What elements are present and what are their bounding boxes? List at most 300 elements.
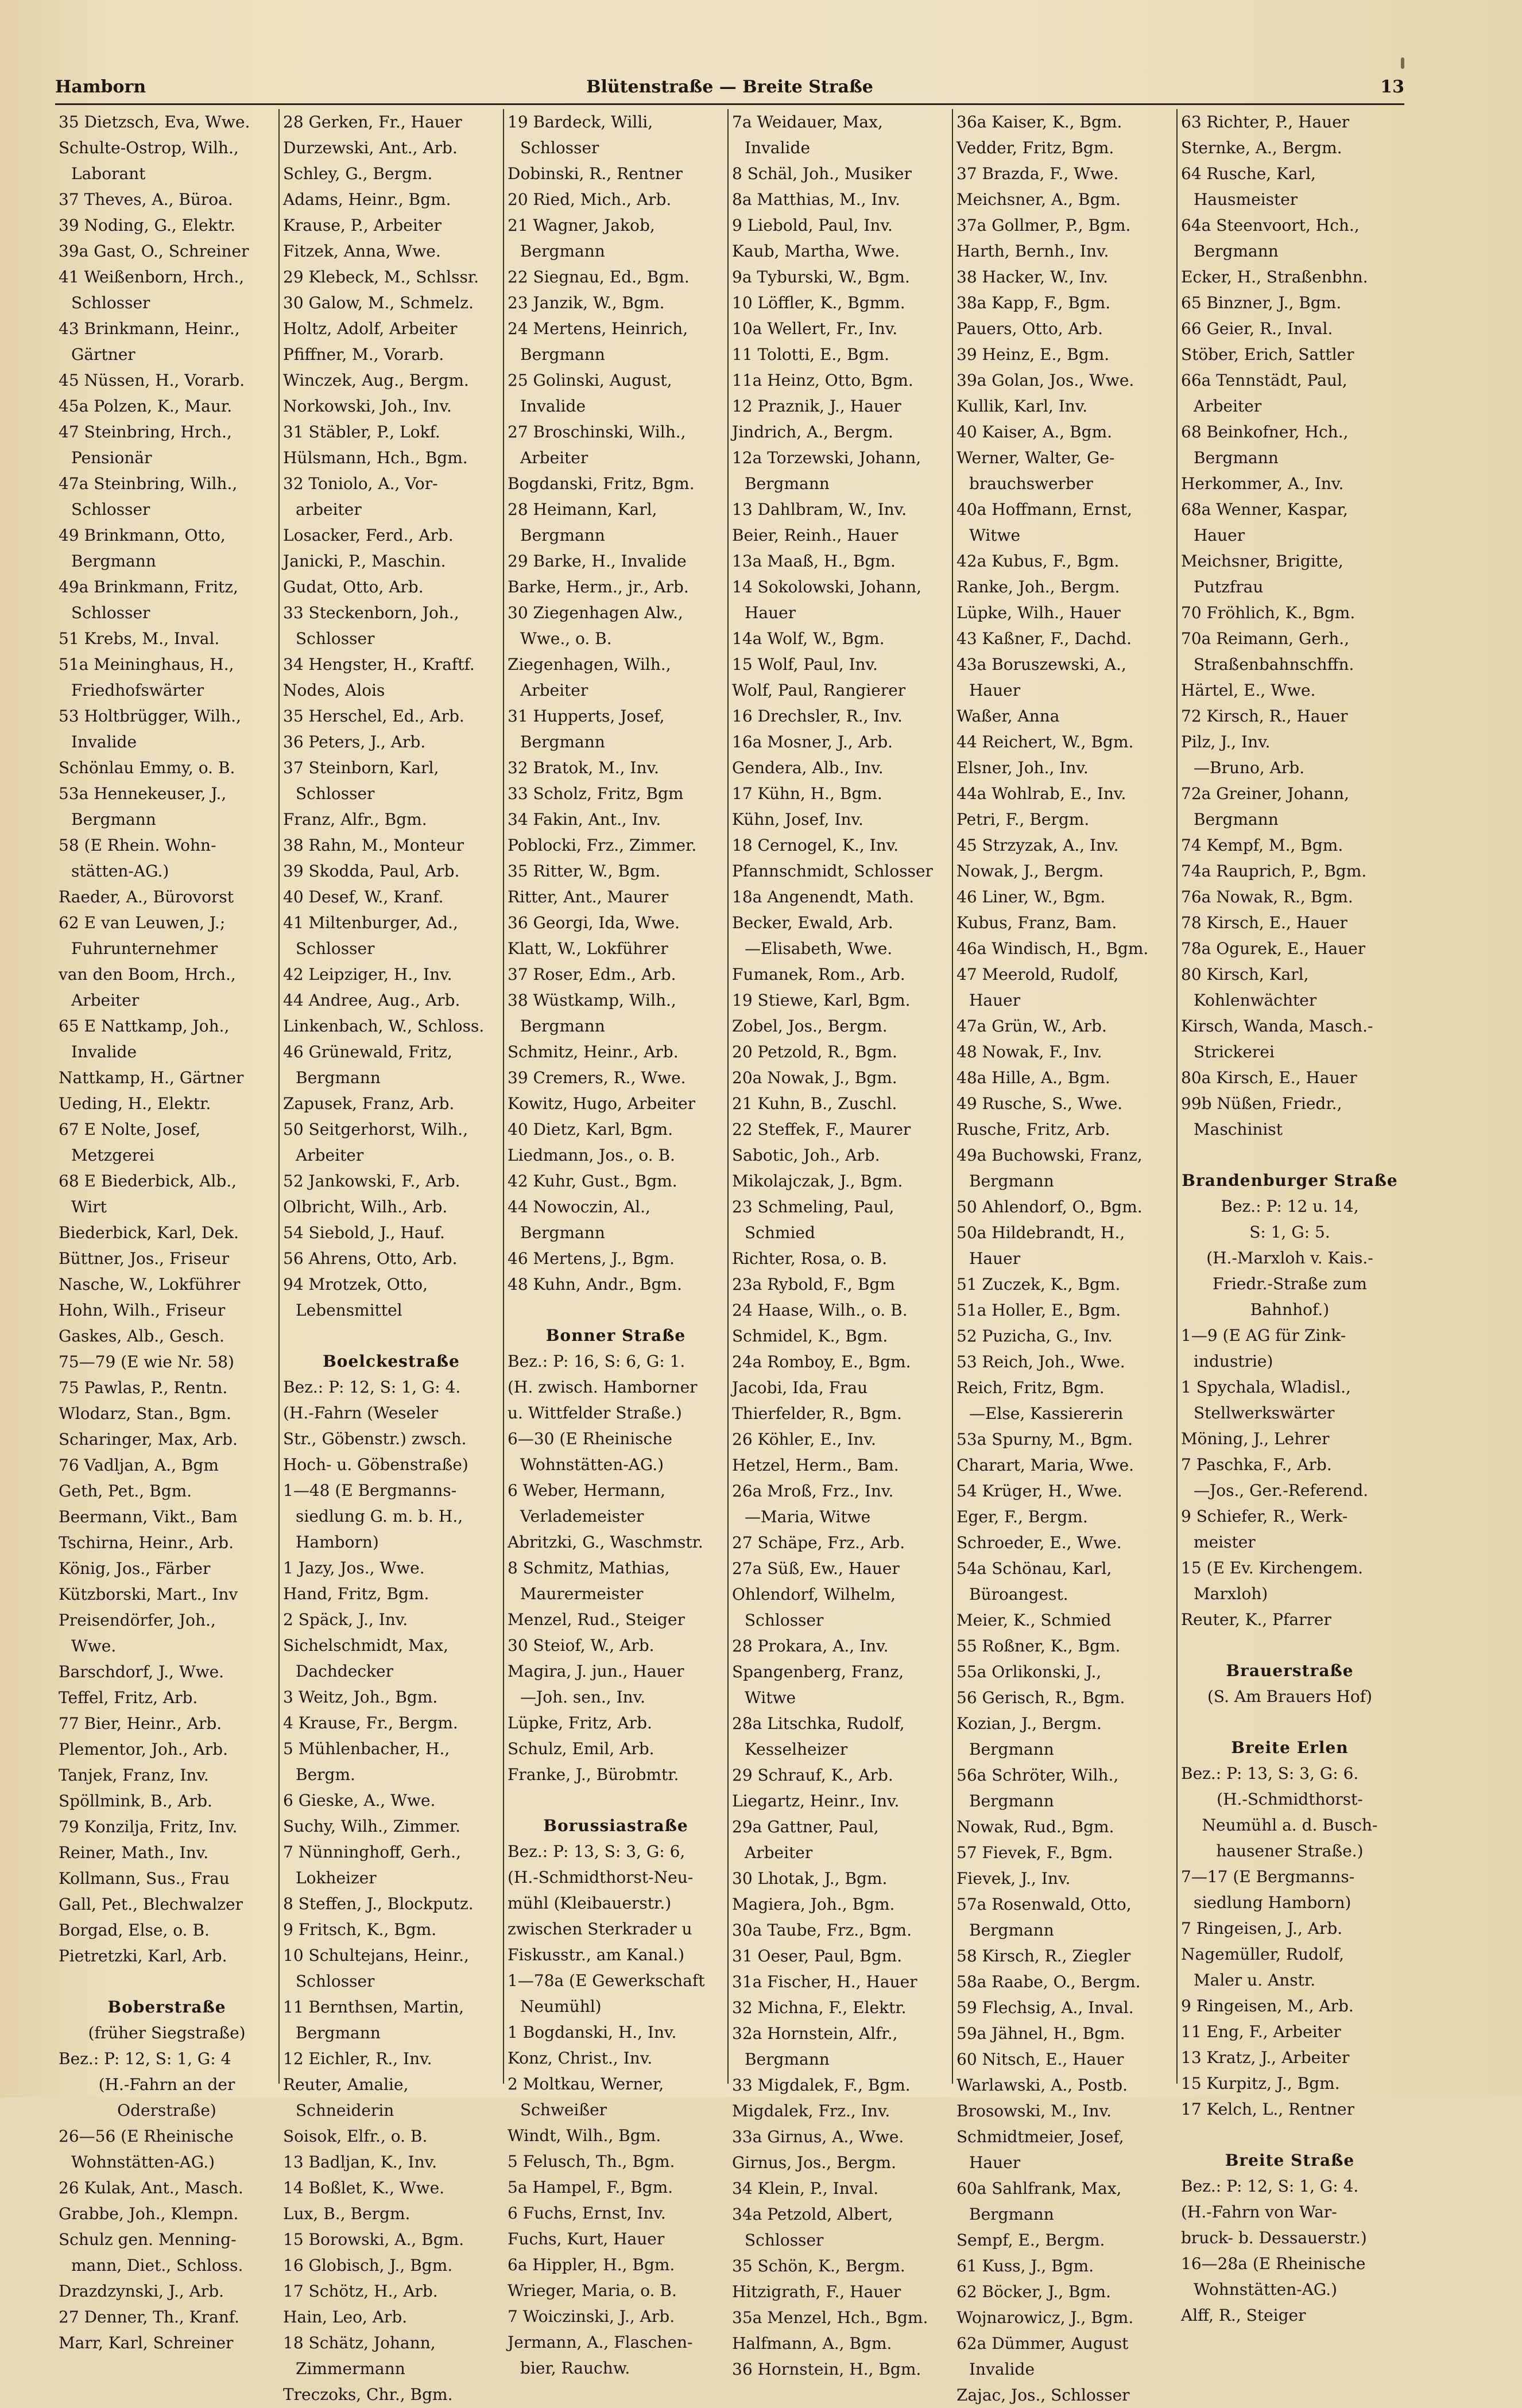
directory-entry: 23 Janzik, W., Bgm. (508, 293, 665, 312)
directory-entry: 57 Fievek, F., Bgm. (956, 1843, 1113, 1862)
header-district: Hamborn (55, 77, 146, 97)
directory-entry: Barschdorf, J., Wwe. (59, 1662, 224, 1681)
directory-entry: Hand, Fritz, Bgm. (283, 1584, 429, 1603)
directory-entry: —Jos., Ger.-Referend. (1194, 1481, 1369, 1500)
directory-entry: 4 Krause, Fr., Bergm. (283, 1713, 458, 1732)
directory-entry: 44a Wohlrab, E., Inv. (956, 784, 1126, 803)
directory-entry: 42a Kubus, F., Bgm. (956, 552, 1120, 571)
directory-entry: 54 Krüger, H., Wwe. (956, 1482, 1122, 1500)
directory-entry: 21 Kuhn, B., Zuschl. (732, 1094, 897, 1113)
directory-entry: Strickerei (1194, 1042, 1275, 1061)
directory-entry: Dobinski, R., Rentner (508, 164, 683, 183)
directory-entry: Barke, Herm., jr., Arb. (508, 577, 689, 596)
directory-entry: Hamborn) (296, 1533, 379, 1552)
directory-entry: Fievek, J., Inv. (956, 1869, 1071, 1888)
directory-entry: Bergmann (745, 474, 830, 493)
directory-entry: 22 Siegnau, Ed., Bgm. (508, 267, 690, 286)
directory-entry: Alff, R., Steiger (1181, 2306, 1306, 2325)
directory-entry: 77 Bier, Heinr., Arb. (59, 1714, 222, 1733)
directory-entry: Arbeiter (71, 991, 140, 1010)
directory-entry: Metzgerei (71, 1146, 154, 1165)
directory-entry: Straßenbahnschffn. (1194, 655, 1354, 674)
directory-entry: 60a Sahlfrank, Max, (956, 2179, 1122, 2198)
directory-entry: Bez.: P: 16, S: 6, G: 1. (508, 1352, 686, 1371)
directory-entry: 39 Skodda, Paul, Arb. (283, 862, 460, 881)
directory-entry: Franke, J., Bürobmtr. (508, 1765, 679, 1784)
directory-entry: 50 Ahlendorf, O., Bgm. (956, 1197, 1143, 1216)
directory-entry: 9 Schiefer, R., Werk- (1181, 1507, 1348, 1526)
directory-entry: Vedder, Fritz, Bgm. (956, 138, 1114, 157)
directory-entry: Schlosser (745, 2231, 824, 2250)
directory-entry: Kullik, Karl, Inv. (956, 397, 1088, 416)
directory-entry: 7 Nünninghoff, Gerh., (283, 1843, 461, 1862)
directory-entry: 39 Heinz, E., Bgm. (956, 345, 1110, 364)
directory-entry: Bergmann (520, 345, 605, 364)
directory-entry: 47 Steinbring, Hrch., (59, 422, 232, 441)
directory-entry: 51a Meininghaus, H., (59, 655, 234, 674)
directory-entry: bruck- b. Dessauerstr.) (1181, 2228, 1367, 2247)
directory-entry: 41 Miltenburger, Ad., (283, 913, 458, 932)
directory-entry: Schlosser (296, 1972, 375, 1991)
directory-entry: Wohnstätten-AG.) (71, 2153, 215, 2172)
directory-entry: Bergmann (969, 1740, 1054, 1759)
directory-entry: Bahnhof.) (1250, 1300, 1330, 1319)
directory-entry: Bergmann (969, 1172, 1054, 1191)
directory-entry: Drazdzynski, J., Arb. (59, 2282, 224, 2301)
directory-entry: 48 Nowak, F., Inv. (956, 1042, 1102, 1061)
directory-entry: Konz, Christ., Inv. (508, 2049, 653, 2068)
directory-entry: Invalide (71, 1042, 137, 1061)
directory-entry: 21 Wagner, Jakob, (508, 216, 655, 235)
directory-entry: Schneiderin (296, 2101, 394, 2120)
directory-entry: brauchswerber (969, 474, 1093, 493)
directory-entry: Meichsner, A., Bgm. (956, 190, 1121, 209)
directory-entry: 30 Steiof, W., Arb. (508, 1636, 655, 1655)
directory-entry: 78 Kirsch, E., Hauer (1181, 913, 1347, 932)
directory-entry: Bergmann (520, 242, 605, 261)
directory-entry: Stellwerkswärter (1194, 1403, 1335, 1422)
directory-entry: —Joh. sen., Inv. (520, 1688, 646, 1707)
directory-entry: Meier, K., Schmied (956, 1611, 1112, 1630)
directory-entry: 1—9 (E AG für Zink- (1181, 1326, 1346, 1345)
directory-entry: Wohnstätten-AG.) (1194, 2280, 1338, 2299)
directory-entry: Hausmeister (1194, 190, 1298, 209)
directory-entry: 29 Schrauf, K., Arb. (732, 1766, 893, 1785)
directory-entry: Wrieger, Maria, o. B. (508, 2281, 677, 2300)
directory-entry: Bez.: P: 12 u. 14, (1221, 1197, 1359, 1216)
directory-entry: meister (1194, 1533, 1256, 1552)
directory-entry: Bez.: P: 12, S: 1, G: 4. (1181, 2177, 1359, 2196)
directory-columns (55, 109, 1404, 2405)
directory-entry: 56 Gerisch, R., Bgm. (956, 1688, 1125, 1707)
directory-entry: 29 Barke, H., Invalide (508, 552, 687, 571)
directory-entry: Liegartz, Heinr., Inv. (732, 1792, 900, 1810)
directory-entry: 13 Kratz, J., Arbeiter (1181, 2048, 1350, 2067)
directory-entry: 9 Ringeisen, M., Arb. (1181, 1996, 1354, 2015)
directory-entry: arbeiter (296, 500, 362, 519)
directory-entry: 53 Reich, Joh., Wwe. (956, 1352, 1125, 1371)
directory-entry: Lux, B., Bergm. (283, 2204, 410, 2223)
directory-entry: 11 Tolotti, E., Bgm. (732, 345, 890, 364)
directory-entry: 64 Rusche, Karl, (1181, 164, 1316, 183)
directory-entry: Reuter, K., Pfarrer (1181, 1610, 1331, 1629)
directory-entry: 3 Weitz, Joh., Bgm. (283, 1688, 438, 1707)
directory-entry: 39 Cremers, R., Wwe. (508, 1068, 686, 1087)
directory-entry: Sabotic, Joh., Arb. (732, 1146, 880, 1165)
directory-entry: 43 Kaßner, F., Dachd. (956, 629, 1132, 648)
directory-entry: Bergmann (71, 810, 156, 829)
directory-entry: 35 Schön, K., Bergm. (732, 2256, 905, 2275)
directory-entry: 65 E Nattkamp, Joh., (59, 1017, 230, 1036)
directory-entry: Bergmann (1194, 448, 1279, 467)
directory-entry: 72a Greiner, Johann, (1181, 784, 1349, 803)
directory-entry: 44 Andree, Aug., Arb. (283, 991, 460, 1010)
directory-entry: Maschinist (1194, 1120, 1283, 1139)
directory-entry: 38 Rahn, M., Monteur (283, 836, 464, 855)
directory-entry: 7 Paschka, F., Arb. (1181, 1455, 1332, 1474)
directory-entry: Kützborski, Mart., Inv (59, 1585, 238, 1604)
column-5 (953, 109, 1178, 2405)
directory-entry: Jacobi, Ida, Frau (732, 1378, 868, 1397)
directory-entry: Bergmann (520, 1017, 605, 1036)
directory-entry: 40a Hoffmann, Ernst, (956, 500, 1132, 519)
directory-entry: Wolf, Paul, Rangierer (732, 681, 906, 700)
spacer (508, 1297, 724, 1310)
directory-entry: 15 (E Ev. Kirchengem. (1181, 1558, 1364, 1577)
directory-entry: Verlademeister (520, 1507, 644, 1526)
directory-entry: 11 Eng, F., Arbeiter (1181, 2022, 1341, 2041)
directory-entry: Geth, Pet., Bgm. (59, 1482, 192, 1500)
directory-entry: Mikolajczak, J., Bgm. (732, 1172, 903, 1191)
directory-entry: 79 Konzilja, Fritz, Inv. (59, 1817, 238, 1836)
directory-entry: 5 Felusch, Th., Bgm. (508, 2152, 675, 2171)
directory-entry: u. Wittfelder Straße.) (508, 1403, 682, 1422)
directory-entry: 18 Cernogel, K., Inv. (732, 836, 899, 855)
directory-entry: Schulz, Emil, Arb. (508, 1739, 655, 1758)
directory-entry: 2 Späck, J., Inv. (283, 1610, 408, 1629)
directory-entry: 34 Hengster, H., Kraftf. (283, 655, 475, 674)
directory-entry: 15 Kurpitz, J., Bgm. (1181, 2074, 1340, 2093)
directory-entry: Schmitz, Heinr., Arb. (508, 1042, 679, 1061)
directory-entry: 26 Kulak, Ant., Masch. (59, 2178, 243, 2197)
directory-entry: —Else, Kassiererin (969, 1404, 1124, 1423)
directory-entry: 55 Roßner, K., Bgm. (956, 1637, 1121, 1655)
directory-entry: 62 E van Leuwen, J.; (59, 913, 226, 932)
directory-entry: 49a Brinkmann, Fritz, (59, 577, 238, 596)
directory-entry: 42 Leipziger, H., Inv. (283, 965, 452, 984)
directory-entry: Gaskes, Alb., Gesch. (59, 1327, 224, 1345)
directory-entry: 68 Beinkofner, Hch., (1181, 422, 1349, 441)
directory-entry: 72 Kirsch, R., Hauer (1181, 707, 1348, 726)
directory-entry: 35 Dietzsch, Eva, Wwe. (59, 113, 250, 131)
directory-entry: (H.-Marxloh v. Kais.- (1206, 1248, 1373, 1267)
directory-entry: 46a Windisch, H., Bgm. (956, 939, 1149, 958)
directory-entry: Sternke, A., Bergm. (1181, 138, 1342, 157)
directory-entry: Hauer (745, 603, 796, 622)
directory-entry: Durzewski, Ant., Arb. (283, 138, 458, 157)
directory-entry: 54 Siebold, J., Hauf. (283, 1223, 445, 1242)
street-heading: Borussiastraße (543, 1816, 688, 1835)
directory-entry: 8 Schmitz, Mathias, (508, 1558, 670, 1577)
directory-entry: Gendera, Alb., Inv. (732, 758, 884, 777)
directory-entry: Bez.: P: 12, S: 1, G: 4. (283, 1378, 461, 1397)
directory-entry: 27a Süß, Ew., Hauer (732, 1559, 900, 1578)
directory-entry: 70 Fröhlich, K., Bgm. (1181, 603, 1356, 622)
directory-entry: 63 Richter, P., Hauer (1181, 113, 1350, 131)
directory-entry: 45 Nüssen, H., Vorarb. (59, 371, 245, 390)
directory-entry: Bergmann (296, 2023, 381, 2042)
directory-entry: 46 Grünewald, Fritz, (283, 1042, 452, 1061)
directory-entry: 5a Hampel, F., Bgm. (508, 2178, 673, 2197)
directory-entry: 1 Spychala, Wladisl., (1181, 1378, 1351, 1397)
directory-entry: Wlodarz, Stan., Bgm. (59, 1404, 231, 1423)
directory-entry: 24a Romboy, E., Bgm. (732, 1352, 911, 1371)
directory-entry: 43a Boruszewski, A., (956, 655, 1126, 674)
directory-entry: 49a Buchowski, Franz, (956, 1146, 1143, 1165)
page-mark (1401, 57, 1404, 69)
directory-entry: 52 Puzicha, G., Inv. (956, 1327, 1113, 1345)
directory-entry: Arbeiter (1194, 397, 1262, 416)
directory-entry: Schweißer (520, 2100, 607, 2119)
directory-entry: 75 Pawlas, P., Rentn. (59, 1378, 228, 1397)
directory-entry: Ziegenhagen, Wilh., (508, 655, 671, 674)
directory-entry: 34 Klein, P., Inval. (732, 2179, 879, 2198)
directory-entry: (H. zwisch. Hamborner (508, 1378, 698, 1397)
directory-entry: Pauers, Otto, Arb. (956, 319, 1103, 338)
directory-entry: 33 Steckenborn, Joh., (283, 603, 459, 622)
directory-entry: 7a Weidauer, Max, (732, 113, 883, 131)
directory-entry: 23 Schmeling, Paul, (732, 1197, 894, 1216)
directory-entry: (H.-Schmidthorst- (1217, 1790, 1363, 1809)
directory-entry: 78a Ogurek, E., Hauer (1181, 939, 1366, 958)
directory-entry: Pietretzki, Karl, Arb. (59, 1946, 227, 1965)
directory-entry: 31 Oeser, Paul, Bgm. (732, 1946, 903, 1965)
directory-entry: Gudat, Otto, Arb. (283, 577, 424, 596)
directory-entry: Kirsch, Wanda, Masch.- (1181, 1017, 1373, 1036)
directory-entry: Borgad, Else, o. B. (59, 1921, 210, 1940)
directory-entry: 46 Liner, W., Bgm. (956, 887, 1106, 906)
directory-entry: 9 Liebold, Paul, Inv. (732, 216, 893, 235)
directory-entry: Richter, Rosa, o. B. (732, 1249, 888, 1268)
directory-entry: Schlosser (296, 629, 375, 648)
directory-entry: Bergmann (520, 1223, 605, 1242)
directory-entry: Neumühl a. d. Busch- (1202, 1816, 1378, 1835)
directory-entry: 23a Rybold, F., Bgm (732, 1275, 895, 1294)
directory-entry: 37 Steinborn, Karl, (283, 758, 439, 777)
directory-entry: Hetzel, Herm., Bam. (732, 1456, 899, 1475)
directory-entry: 31 Hupperts, Josef, (508, 707, 665, 726)
directory-entry: Beier, Reinh., Hauer (732, 526, 899, 545)
directory-entry: Zobel, Jos., Bergm. (732, 1017, 888, 1036)
directory-entry: 47a Steinbring, Wilh., (59, 474, 238, 493)
directory-entry: Friedr.-Straße zum (1213, 1274, 1367, 1293)
directory-entry: 7 Ringeisen, J., Arb. (1181, 1919, 1343, 1938)
directory-entry: Schlosser (745, 1611, 824, 1630)
directory-entry: Maler u. Anstr. (1194, 1971, 1316, 1990)
column-3 (504, 109, 729, 2378)
directory-entry: Kaub, Martha, Wwe. (732, 242, 900, 261)
directory-entry: 74a Rauprich, P., Bgm. (1181, 862, 1367, 881)
directory-entry: Bergmann (1194, 242, 1279, 261)
directory-entry: 94 Mrotzek, Otto, (283, 1275, 428, 1294)
directory-entry: Hauer (1194, 526, 1245, 545)
directory-entry: 60 Nitsch, E., Hauer (956, 2050, 1124, 2069)
spacer (59, 1969, 275, 1982)
spacer (508, 1787, 724, 1800)
directory-entry: 32 Bratok, M., Inv. (508, 758, 659, 777)
directory-entry: Schmidel, K., Bgm. (732, 1327, 888, 1345)
directory-entry: 48 Kuhn, Andr., Bgm. (508, 1275, 682, 1294)
directory-entry: Becker, Ewald, Arb. (732, 913, 893, 932)
directory-entry: Schlosser (520, 138, 599, 157)
directory-entry: (früher Siegstraße) (88, 2023, 246, 2042)
directory-entry: Reuter, Amalie, (283, 2075, 409, 2094)
street-heading: Boberstraße (107, 1998, 226, 2017)
column-6 (1178, 109, 1402, 2325)
directory-entry: bier, Rauchw. (520, 2359, 630, 2378)
directory-entry: 38a Kapp, F., Bgm. (956, 293, 1111, 312)
directory-entry: Bergmann (969, 1921, 1054, 1940)
directory-entry: Migdalek, Frz., Inv. (732, 2101, 890, 2120)
directory-entry: Grabbe, Joh., Klempn. (59, 2204, 239, 2223)
directory-entry: Wohnstätten-AG.) (520, 1455, 664, 1474)
directory-entry: Zapusek, Franz, Arb. (283, 1094, 455, 1113)
directory-entry: stätten-AG.) (71, 862, 169, 881)
directory-entry: 17 Kühn, H., Bgm. (732, 784, 882, 803)
directory-entry: 9a Tyburski, W., Bgm. (732, 267, 910, 286)
directory-entry: Norkowski, Joh., Inv. (283, 397, 452, 416)
directory-entry: Halfmann, A., Bgm. (732, 2334, 892, 2353)
directory-entry: Kozian, J., Bergm. (956, 1714, 1102, 1733)
directory-entry: 74 Kempf, M., Bgm. (1181, 836, 1343, 855)
directory-entry: Adams, Heinr., Bgm. (283, 190, 451, 209)
directory-entry: 8 Steffen, J., Blockputz. (283, 1894, 474, 1913)
directory-entry: —Bruno, Arb. (1194, 758, 1305, 777)
directory-entry: 37 Theves, A., Büroa. (59, 190, 233, 209)
directory-entry: 54a Schönau, Karl, (956, 1559, 1112, 1578)
directory-entry: 6—30 (E Rheinische (508, 1429, 672, 1448)
directory-entry: 6a Hippler, H., Bgm. (508, 2255, 675, 2274)
directory-entry: Invalide (745, 138, 811, 157)
directory-entry: 18a Angenendt, Math. (732, 887, 915, 906)
directory-entry: 26—56 (E Rheinische (59, 2127, 234, 2146)
directory-entry: 16 Globisch, J., Bgm. (283, 2256, 453, 2275)
directory-entry: 56a Schröter, Wilh., (956, 1766, 1119, 1785)
directory-entry: 33 Migdalek, F., Bgm. (732, 2076, 911, 2095)
directory-entry: Gall, Pet., Blechwalzer (59, 1895, 243, 1914)
directory-entry: Lüpke, Fritz, Arb. (508, 1713, 652, 1732)
directory-entry: 28a Litschka, Rudolf, (732, 1714, 905, 1733)
directory-entry: Linkenbach, W., Schloss. (283, 1017, 485, 1036)
directory-entry: (H.-Schmidthorst-Neu- (508, 1868, 694, 1887)
directory-entry: Schlosser (71, 603, 150, 622)
directory-entry: 49 Rusche, S., Wwe. (956, 1094, 1123, 1113)
directory-entry: Gärtner (71, 345, 135, 364)
directory-entry: Bergmann (1194, 810, 1279, 829)
directory-entry: Elsner, Joh., Inv. (956, 758, 1089, 777)
directory-entry: 40 Kaiser, A., Bgm. (956, 422, 1113, 441)
directory-entry: Pfannschmidt, Schlosser (732, 862, 933, 881)
directory-entry: 51 Zuczek, K., Bgm. (956, 1275, 1121, 1294)
directory-entry: 47 Meerold, Rudolf, (956, 965, 1119, 984)
spacer (1181, 1142, 1399, 1155)
directory-entry: 34 Fakin, Ant., Inv. (508, 810, 661, 829)
directory-entry: Menzel, Rud., Steiger (508, 1610, 685, 1629)
directory-entry: 45a Polzen, K., Maur. (59, 397, 233, 416)
directory-entry: Soisok, Elfr., o. B. (283, 2127, 428, 2146)
directory-entry: 59 Flechsig, A., Inval. (956, 1998, 1134, 2017)
directory-entry: Bergmann (745, 2050, 830, 2069)
directory-entry: Maurermeister (520, 1584, 644, 1603)
directory-entry: Hitzigrath, F., Hauer (732, 2282, 901, 2301)
directory-entry: Beermann, Vikt., Bam (59, 1507, 238, 1526)
directory-entry: Möning, J., Lehrer (1181, 1429, 1330, 1448)
directory-entry: S: 1, G: 5. (1249, 1223, 1330, 1242)
directory-entry: Nattkamp, H., Gärtner (59, 1068, 244, 1087)
directory-entry: 12 Praznik, J., Hauer (732, 397, 901, 416)
directory-entry: 7—17 (E Bergmanns- (1181, 1867, 1355, 1886)
directory-entry: 47a Grün, W., Arb. (956, 1017, 1107, 1036)
directory-entry: 35 Herschel, Ed., Arb. (283, 707, 464, 726)
directory-entry: siedlung Hamborn) (1194, 1893, 1351, 1912)
directory-entry: 34a Petzold, Albert, (732, 2205, 893, 2224)
directory-entry: 10 Schultejans, Heinr., (283, 1946, 469, 1965)
directory-entry: Arbeiter (296, 1146, 364, 1165)
directory-entry: 30 Ziegenhagen Alw., (508, 603, 683, 622)
directory-entry: Wwe. (71, 1637, 117, 1655)
directory-entry: Kesselheizer (745, 1740, 848, 1759)
directory-entry: 14a Wolf, W., Bgm. (732, 629, 885, 648)
directory-entry: 14 Boßlet, K., Wwe. (283, 2178, 445, 2197)
directory-entry: 22 Steffek, F., Maurer (732, 1120, 911, 1139)
directory-entry: Arbeiter (745, 1843, 813, 1862)
directory-entry: (S. Am Brauers Hof) (1207, 1687, 1373, 1706)
directory-entry: 37 Brazda, F., Wwe. (956, 164, 1119, 183)
directory-entry: Ritter, Ant., Maurer (508, 887, 669, 906)
directory-entry: Werner, Walter, Ge- (956, 448, 1115, 467)
directory-entry: Thierfelder, R., Bgm. (732, 1404, 902, 1423)
directory-entry: Hülsmann, Hch., Bgm. (283, 448, 468, 467)
directory-entry: Nagemüller, Rudolf, (1181, 1945, 1344, 1964)
directory-entry: Harth, Bernh., Inv. (956, 242, 1109, 261)
directory-entry: 16—28a (E Rheinische (1181, 2254, 1366, 2273)
directory-entry: 1 Jazy, Jos., Wwe. (283, 1558, 425, 1577)
directory-entry: Plementor, Joh., Arb. (59, 1740, 228, 1759)
directory-entry: Marxloh) (1194, 1584, 1268, 1603)
directory-entry: 36 Hornstein, H., Bgm. (732, 2360, 921, 2379)
directory-entry: 70a Reimann, Gerh., (1181, 629, 1350, 648)
page-number: 13 (1380, 77, 1404, 97)
directory-entry: 15 Borowski, A., Bgm. (283, 2230, 464, 2249)
directory-entry: 56 Ahrens, Otto, Arb. (283, 1249, 458, 1268)
directory-entry: Invalide (520, 397, 586, 416)
column-4 (729, 109, 953, 2379)
street-heading: Boelckestraße (323, 1352, 460, 1371)
directory-entry: mühl (Kleibauerstr.) (508, 1894, 672, 1913)
directory-entry: Magiera, Joh., Bgm. (732, 1895, 895, 1914)
directory-entry: 58 (E Rhein. Wohn- (59, 836, 216, 855)
directory-entry: 1—48 (E Bergmanns- (283, 1481, 457, 1500)
directory-entry: Kühn, Josef, Inv. (732, 810, 863, 829)
directory-entry: 53 Holtbrügger, Wilh., (59, 707, 241, 726)
directory-entry: Charart, Maria, Wwe. (956, 1456, 1134, 1475)
directory-entry: 57a Rosenwald, Otto, (956, 1895, 1132, 1914)
directory-entry: Olbricht, Wilh., Arb. (283, 1197, 448, 1216)
directory-entry: 32 Toniolo, A., Vor- (283, 474, 438, 493)
directory-entry: 13 Dahlbram, W., Inv. (732, 500, 907, 519)
directory-entry: 65 Binzner, J., Bgm. (1181, 293, 1342, 312)
directory-entry: 20a Nowak, J., Bgm. (732, 1068, 897, 1087)
